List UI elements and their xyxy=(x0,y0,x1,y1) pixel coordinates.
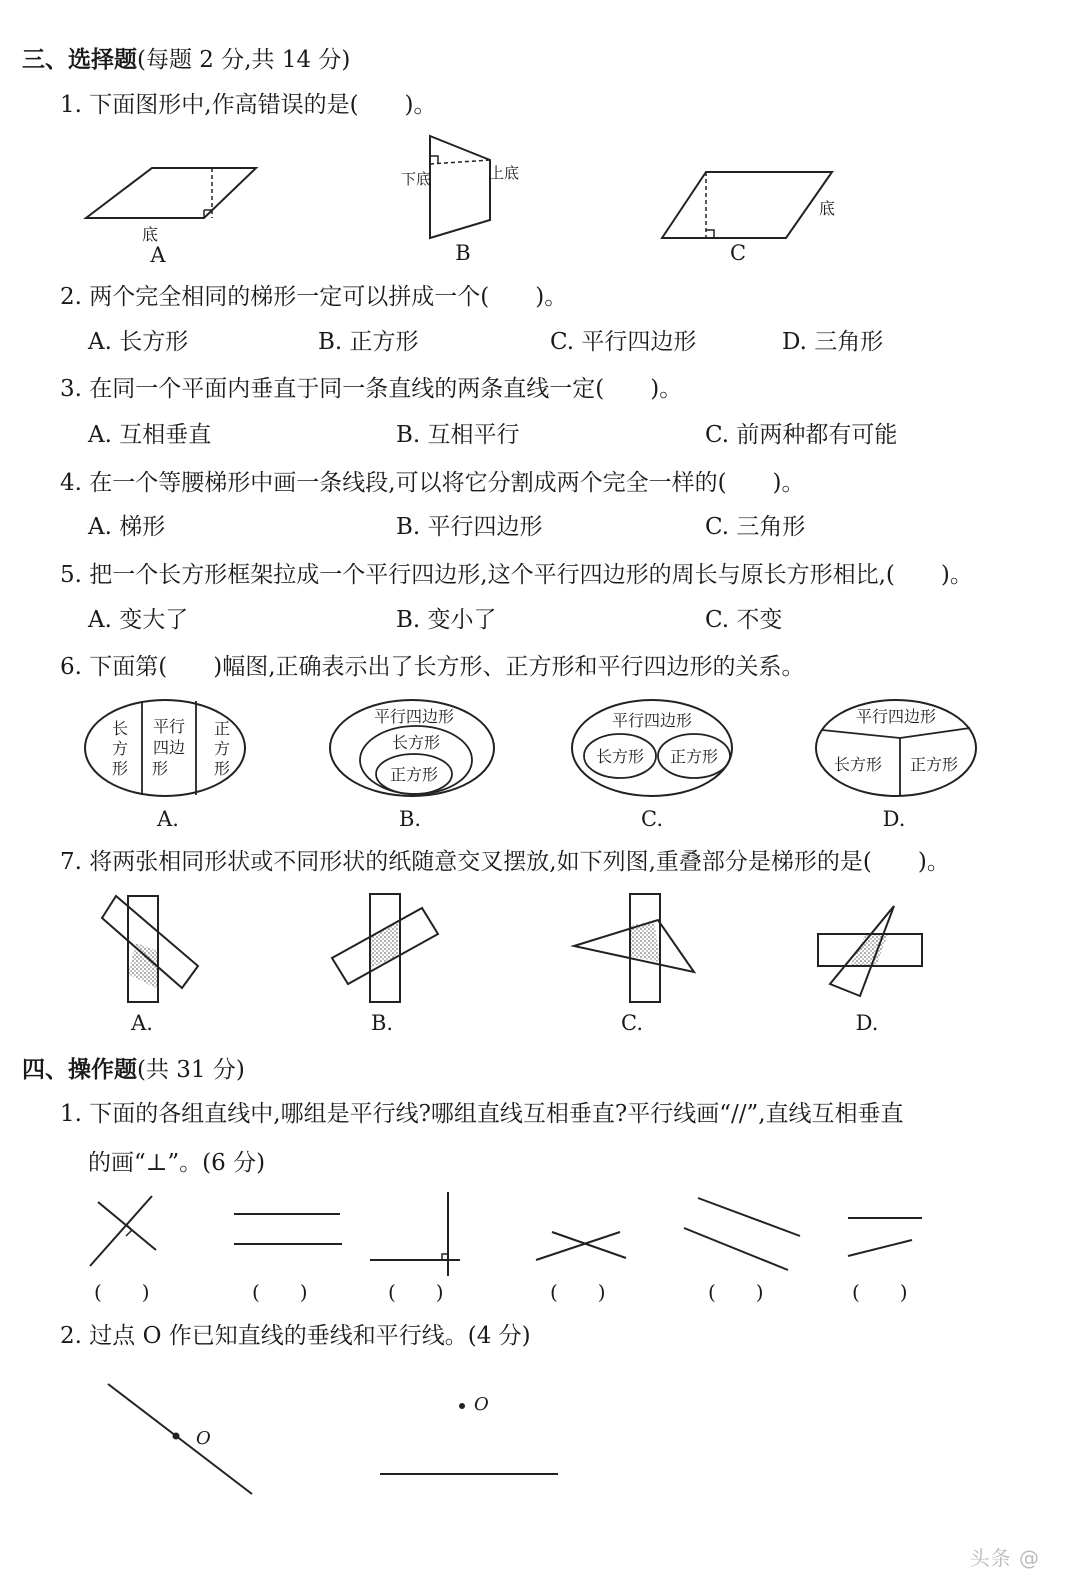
q4-1-group-1 xyxy=(90,1196,156,1266)
q3-5-option-b: B. 变小了 xyxy=(396,607,497,633)
q4-1-line2: 的画“⊥”。(6 分) xyxy=(88,1150,266,1176)
q3-6-figures xyxy=(80,696,990,836)
q4-1-blank-4[interactable]: ( ) xyxy=(550,1280,606,1304)
q3-1-a-base-word: 底 xyxy=(141,225,159,244)
section-4-heading xyxy=(22,1058,245,1082)
q3-2-option-d: D. 三角形 xyxy=(782,329,884,355)
q3-6-c-square: 正方形 xyxy=(669,747,719,766)
q3-5-option-c: C. 不变 xyxy=(705,607,783,633)
q3-7-figure-d xyxy=(818,906,922,1035)
svg-text:平行: 平行 xyxy=(152,717,186,736)
q3-2-option-a: A. 长方形 xyxy=(88,329,189,355)
q3-7-figures xyxy=(80,888,960,1038)
q4-1-group-2 xyxy=(234,1214,342,1244)
svg-text:形: 形 xyxy=(213,759,231,778)
q4-1-line1: 1. 下面的各组直线中,哪组是平行线?哪组直线互相垂直?平行线画“//”,直线互相垂直 xyxy=(60,1101,904,1127)
svg-text:长: 长 xyxy=(111,719,129,738)
q3-1-label-c: C xyxy=(729,241,747,265)
q3-6-b-square: 正方形 xyxy=(389,765,439,784)
q4-2-figure-left xyxy=(108,1384,252,1494)
q3-6-d-rect: 长方形 xyxy=(833,755,883,774)
q3-1-label-b: B xyxy=(455,241,471,265)
q4-1-group-6 xyxy=(848,1218,922,1256)
q4-2-left-point: O xyxy=(196,1428,211,1449)
q3-3-option-a: A. 互相垂直 xyxy=(88,422,212,448)
q4-1-group-3 xyxy=(370,1192,460,1276)
q3-1-text: 1. 下面图形中,作高错误的是( )。 xyxy=(60,92,437,118)
q3-6-label-a: A. xyxy=(157,807,179,831)
q4-2-text: 2. 过点 O 作已知直线的垂线和平行线。(4 分) xyxy=(60,1323,531,1349)
q3-4-option-a: A. 梯形 xyxy=(88,514,166,540)
q3-1-figure-c xyxy=(662,172,835,265)
q3-7-figure-a xyxy=(102,896,198,1035)
q3-1-figure-a xyxy=(86,168,256,267)
q4-1-group-4 xyxy=(536,1232,626,1260)
section-3-score: (每题 2 分,共 14 分) xyxy=(137,47,351,73)
svg-text:四边: 四边 xyxy=(152,738,186,757)
q3-1-c-base-word: 底 xyxy=(818,199,836,218)
q3-5-text: 5. 把一个长方形框架拉成一个平行四边形,这个平行四边形的周长与原长方形相比,( )。 xyxy=(60,562,973,588)
q4-2-figure-right xyxy=(380,1394,558,1474)
q3-6-c-para: 平行四边形 xyxy=(611,711,693,730)
q3-6-d-para: 平行四边形 xyxy=(855,707,937,726)
svg-text:方: 方 xyxy=(213,739,231,758)
q4-1-blank-2[interactable]: ( ) xyxy=(252,1280,308,1304)
section-3-title: 三、选择题 xyxy=(22,46,137,73)
q3-6-text: 6. 下面第( )幅图,正确表示出了长方形、正方形和平行四边形的关系。 xyxy=(60,654,805,680)
svg-text:方: 方 xyxy=(111,739,129,758)
q4-2-figures xyxy=(100,1380,580,1510)
q3-2-text: 2. 两个完全相同的梯形一定可以拼成一个( )。 xyxy=(60,284,568,310)
q3-7-label-a: A. xyxy=(131,1011,153,1035)
q4-1-line-groups xyxy=(80,1188,940,1288)
q3-7-text: 7. 将两张相同形状或不同形状的纸随意交叉摆放,如下列图,重叠部分是梯形的是( )。 xyxy=(60,849,950,875)
q3-6-figure-c xyxy=(572,700,732,831)
q3-4-text: 4. 在一个等腰梯形中画一条线段,可以将它分割成两个完全一样的( )。 xyxy=(60,470,805,496)
section-4-score: (共 31 分) xyxy=(137,1057,245,1083)
q4-1-blank-5[interactable]: ( ) xyxy=(708,1280,764,1304)
q3-6-d-square: 正方形 xyxy=(909,755,959,774)
q3-6-c-rect: 长方形 xyxy=(595,747,645,766)
q3-1-b-lower-base: 下底 xyxy=(400,170,432,188)
q3-6-label-b: B. xyxy=(398,807,422,831)
q3-4-option-c: C. 三角形 xyxy=(705,514,806,540)
q3-7-label-c: C. xyxy=(621,1011,643,1035)
q3-3-option-b: B. 互相平行 xyxy=(396,422,520,448)
q3-1-label-a: A xyxy=(150,243,166,267)
q4-1-blank-1[interactable]: ( ) xyxy=(94,1280,150,1304)
svg-text:正: 正 xyxy=(213,719,231,738)
q3-1-figure-b xyxy=(401,136,519,265)
q3-6-figure-b xyxy=(330,700,494,831)
section-3-heading xyxy=(22,48,350,72)
watermark: 头条 @ xyxy=(969,1546,1040,1570)
q3-6-label-d: D. xyxy=(882,807,906,831)
q3-7-label-d: D. xyxy=(855,1011,879,1035)
q3-5-option-a: A. 变大了 xyxy=(88,607,189,633)
q3-1-b-upper-base: 上底 xyxy=(488,164,520,182)
q3-3-option-c: C. 前两种都有可能 xyxy=(705,422,898,448)
q3-1-figures xyxy=(70,128,950,268)
svg-text:形: 形 xyxy=(151,759,169,778)
svg-text:形: 形 xyxy=(111,759,129,778)
q3-7-label-b: B. xyxy=(370,1011,394,1035)
q4-1-group-5 xyxy=(684,1198,800,1270)
q3-6-b-para: 平行四边形 xyxy=(373,707,455,726)
q4-1-blank-3[interactable]: ( ) xyxy=(388,1280,444,1304)
q3-6-figure-a xyxy=(85,700,245,831)
q3-4-option-b: B. 平行四边形 xyxy=(396,514,543,540)
q3-2-option-b: B. 正方形 xyxy=(318,329,419,355)
section-4-title: 四、操作题 xyxy=(22,1056,137,1083)
q4-1-blank-6[interactable]: ( ) xyxy=(852,1280,908,1304)
q3-7-figure-b xyxy=(332,894,438,1035)
q3-7-figure-c xyxy=(574,894,694,1035)
q3-6-b-rect: 长方形 xyxy=(391,733,441,752)
q3-6-label-c: C. xyxy=(641,807,663,831)
q3-2-option-c: C. 平行四边形 xyxy=(550,329,697,355)
q3-3-text: 3. 在同一个平面内垂直于同一条直线的两条直线一定( )。 xyxy=(60,376,683,402)
q3-6-figure-d xyxy=(816,700,976,831)
q4-2-right-point: O xyxy=(474,1394,489,1415)
